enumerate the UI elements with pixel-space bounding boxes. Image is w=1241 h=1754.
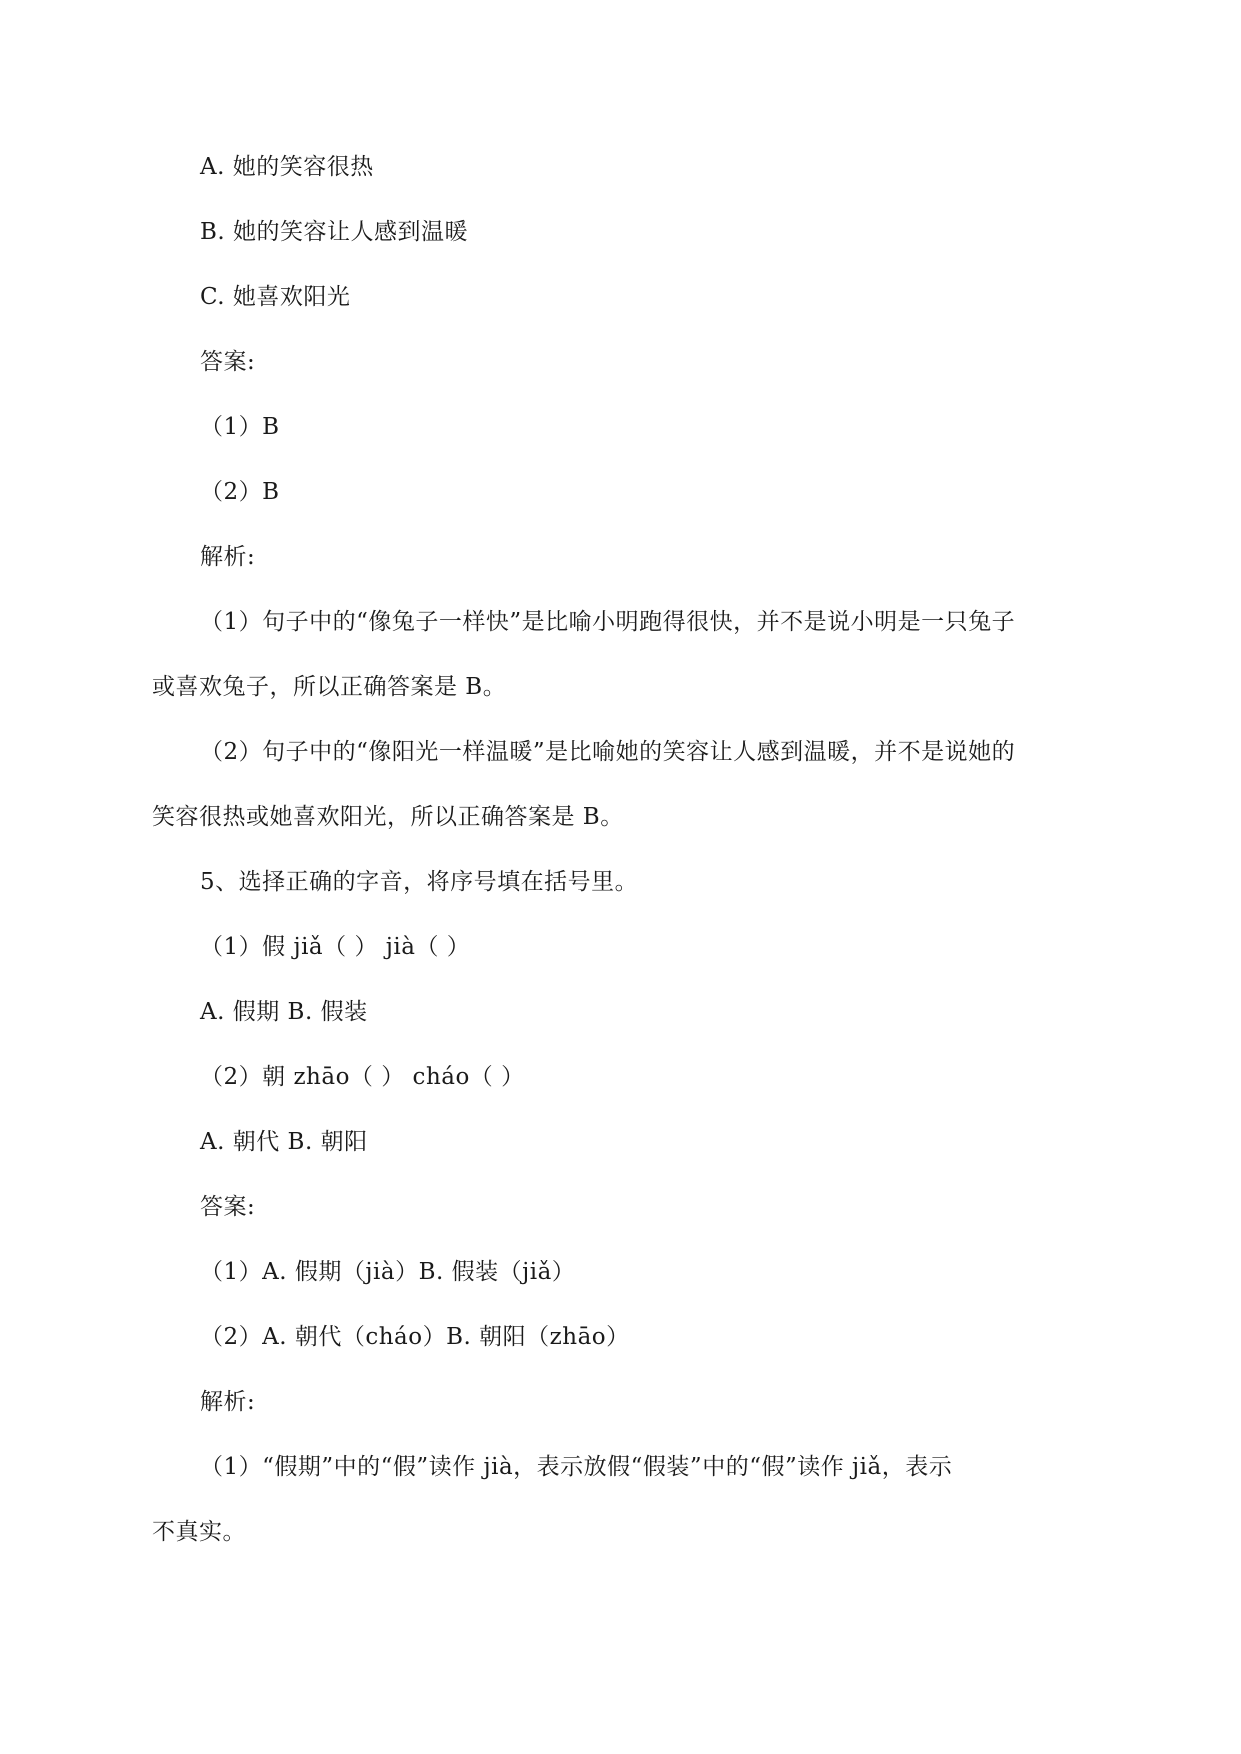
question-5-item-2: （2）朝 zhāo（ ） cháo（ ） [200,1064,525,1090]
option-a: A. 她的笑容很热 [200,154,374,180]
answer-heading-2: 答案: [200,1194,256,1220]
question-5-item-1: （1）假 jiǎ（ ） jià（ ） [200,934,471,960]
analysis-heading-2: 解析: [200,1389,256,1415]
analysis-paragraph-2-line-2: 笑容很热或她喜欢阳光，所以正确答案是 B。 [152,804,624,830]
question-5-item-1-options: A. 假期 B. 假装 [200,999,368,1025]
analysis-heading: 解析: [200,544,256,570]
answer-heading: 答案: [200,349,256,375]
option-b: B. 她的笑容让人感到温暖 [200,219,469,245]
question-5-heading: 5、选择正确的字音，将序号填在括号里。 [200,869,639,895]
analysis-paragraph-2-line-1: （2）句子中的“像阳光一样温暖”是比喻她的笑容让人感到温暖，并不是说她的 [200,739,1016,765]
analysis-5-line-2: 不真实。 [152,1519,246,1545]
answer-item-1: （1）B [200,414,280,440]
analysis-5-line-1: （1）“假期”中的“假”读作 jià，表示放假“假装”中的“假”读作 jiǎ，表示 [200,1454,953,1480]
question-5-item-2-options: A. 朝代 B. 朝阳 [200,1129,368,1155]
answer-5-item-2: （2）A. 朝代（cháo）B. 朝阳（zhāo） [200,1324,630,1350]
analysis-paragraph-1-line-2: 或喜欢兔子，所以正确答案是 B。 [152,674,507,700]
analysis-paragraph-1-line-1: （1）句子中的“像兔子一样快”是比喻小明跑得很快，并不是说小明是一只兔子 [200,609,1016,635]
answer-item-2: （2）B [200,479,280,505]
answer-5-item-1: （1）A. 假期（jià）B. 假装（jiǎ） [200,1259,576,1285]
option-c: C. 她喜欢阳光 [200,284,351,310]
